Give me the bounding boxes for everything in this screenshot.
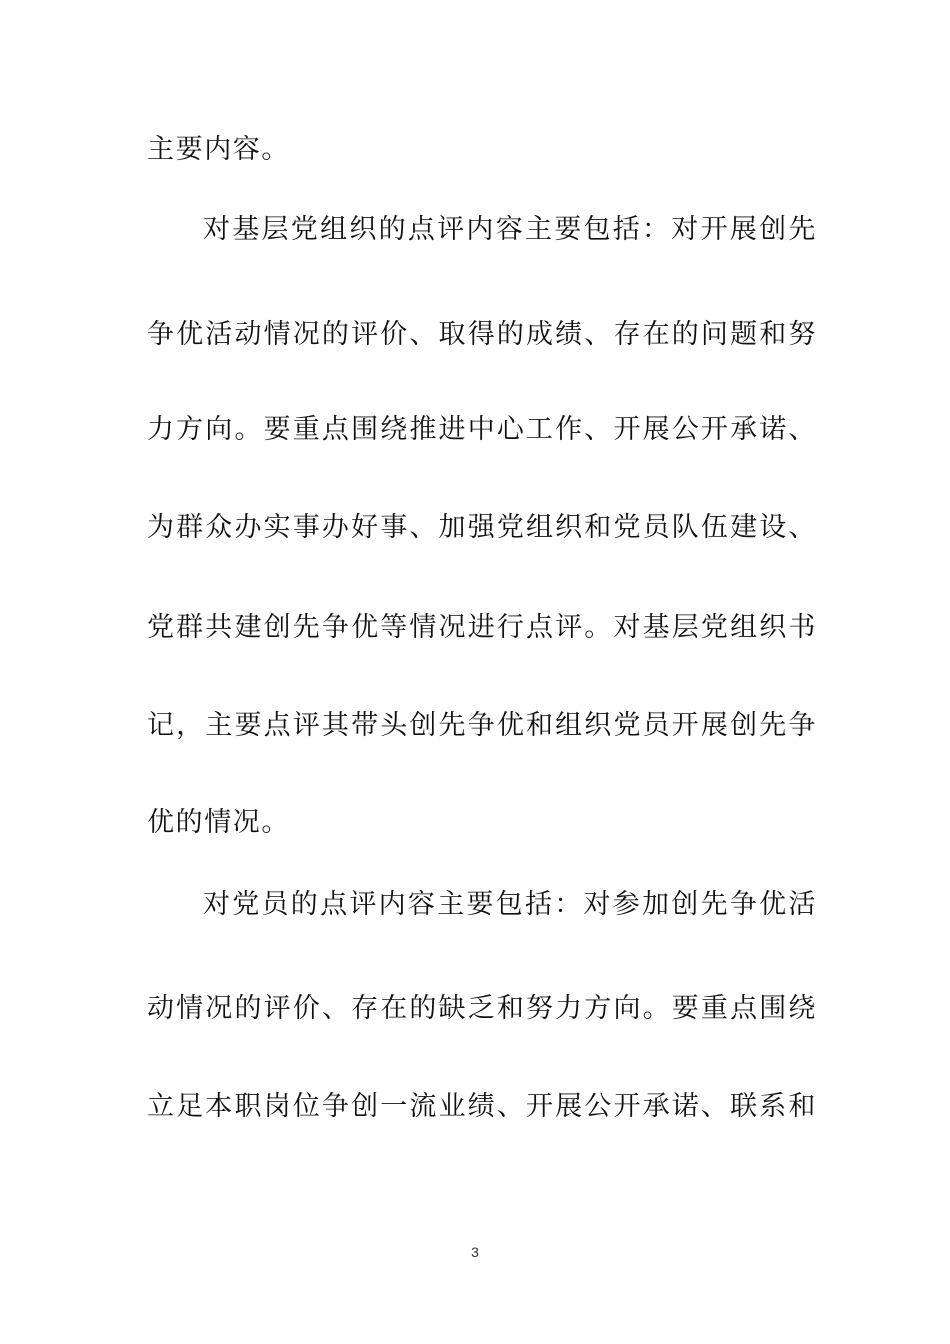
text-line-10: 动情况的评价、存在的缺乏和努力方向。要重点围绕 <box>147 993 817 1024</box>
text-line-1: 主要内容。 <box>147 134 290 165</box>
text-line-7: 记，主要点评其带头创先争优和组织党员开展创先争 <box>147 710 817 741</box>
text-line-11: 立足本职岗位争创一流业绩、开展公开承诺、联系和 <box>147 1091 817 1122</box>
text-line-4: 力方向。要重点围绕推进中心工作、开展公开承诺、 <box>147 414 817 445</box>
text-line-2: 对基层党组织的点评内容主要包括：对开展创先 <box>203 214 817 245</box>
text-line-3: 争优活动情况的评价、取得的成绩、存在的问题和努 <box>147 319 817 350</box>
text-line-5: 为群众办实事办好事、加强党组织和党员队伍建设、 <box>147 512 817 543</box>
page-number: 3 <box>471 1244 479 1260</box>
text-line-9: 对党员的点评内容主要包括：对参加创先争优活 <box>203 889 817 920</box>
text-line-8: 优的情况。 <box>147 807 290 838</box>
text-line-6: 党群共建创先争优等情况进行点评。对基层党组织书 <box>147 612 817 643</box>
